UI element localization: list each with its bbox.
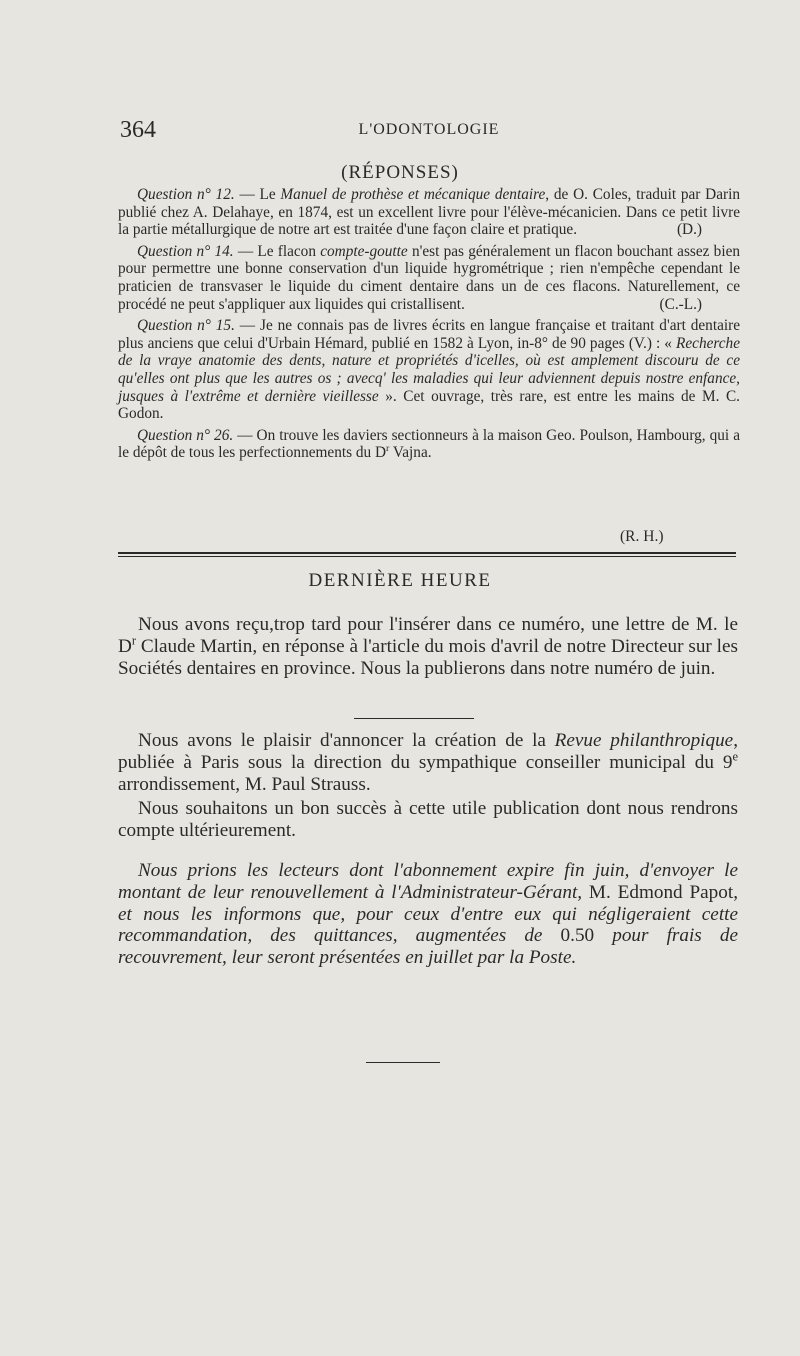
short-rule <box>354 718 474 719</box>
answer-14: Question n° 14. — Le flacon compte-goutte n'est pas généralement un flacon bouchant assez bien pour permettre une bonne conservation d'un liquide hygrométrique ; rien n'empêche cependant le praticien de transvaser le liquide du ciment dentaire dans un de ces flacons. Naturellement, ce procédé ne peut s'appliquer aux liquides qui cristallisent. (C.-L.) <box>118 242 741 313</box>
news-item-2: Nous avons le plaisir d'annoncer la création de la Revue philanthropique, publiée à Paris sous la direction du sympathique conseiller municipal du 9e arrondissement, M. Paul Strauss. Nous souhaitons un bon succès à cette utile publication dont nous rendrons compte ultérieurement. <box>118 730 738 842</box>
page-number: 364 <box>120 117 156 143</box>
news-item-1: Nous avons reçu,trop tard pour l'insérer dans ce numéro, une lettre de M. le $D^r$ Claude Martin, en réponse à l'article du mois d'avril de notre Directeur sur les Sociétés dentaires en province. Nous la publierons dans notre numéro de juin. <box>118 614 738 679</box>
subscription-notice: Nous prions les lecteurs dont l'abonnement expire fin juin, d'envoyer le montant de leur renouvellement à l'Administrateur-Gérant, M. Edmond Papot, et nous les informons que, pour ceux d'entre eux qui négligeraient cette recommandation, des quittances, augmentées de 0.50 pour frais de recouvrement, leur seront présentées en juillet par la Poste. <box>118 860 738 969</box>
page-header <box>120 117 738 145</box>
answer-15: Question n° 15. — Je ne connais pas de livres écrits en langue française et traitant d'art dentaire plus anciens que celui d'Urbain Hémard, publié en 1582 à Lyon, in-8° de 90 pages (V.) : « Recherche de la vraye anatomie des dents, nature et propriétés d'icelles, où est amplement discouru de ce qu'elles ont plus que les autres os ; avecq' les maladies qui leur adviennent depuis nostre enfance, jusques à l'extrême et dernière vieillesse ». Cet ouvrage, très rare, est entre les mains de M. C. Godon. <box>118 317 740 423</box>
divider-rule-thin <box>118 556 736 557</box>
administrator-name: M. Edmond Papot, <box>582 881 738 903</box>
answer-12: Question n° 12. — Le Manuel de prothèse et mécanique dentaire, de O. Coles, traduit par Darin publié chez A. Delahaye, en 1874, est un excellent livre pour l'élève-mécanicien. Dans ce petit livre la partie métallurgique de notre art est traitée d'une façon claire et pratique. (D.) <box>118 186 740 239</box>
answers-signature: (R. H.) <box>620 528 664 545</box>
term: compte-goutte <box>320 242 408 260</box>
revue-title: Revue philanthropique <box>554 730 734 751</box>
question-label: Question n° 14. <box>137 242 234 260</box>
question-label: Question n° 26. <box>137 426 234 444</box>
answers-block <box>118 186 740 466</box>
divider-rule <box>118 552 736 554</box>
news-title: DERNIÈRE HEURE <box>308 570 492 591</box>
signature: (D.) <box>676 221 702 239</box>
end-rule <box>366 1062 440 1063</box>
question-label: Question n° 12. <box>137 186 235 203</box>
book-title: Recherche de la vraye anatomie des dents, nature et propriétés d'icelles, où est amplement discouru de ce qu'elles ont plus que les autres os ; avecq' les maladies qui leur adviennent depuis nostre enfance, jusques à l'extrême et dernière vieillesse <box>118 334 740 405</box>
question-label: Question n° 15. <box>137 317 235 335</box>
fee-amount: 0.50 <box>542 925 613 947</box>
section-subtitle: (RÉPONSES) <box>341 162 459 183</box>
running-title: L'ODONTOLOGIE <box>358 121 500 138</box>
signature: (C.-L.) <box>659 295 702 313</box>
book-title: Manuel de prothèse et mécanique dentaire <box>280 186 546 203</box>
answer-26: Question n° 26. — On trouve les daviers sectionneurs à la maison Geo. Poulson, Hambourg, qui a le dépôt de tous les perfectionnements du $D^r$ Vajna. <box>118 426 741 462</box>
